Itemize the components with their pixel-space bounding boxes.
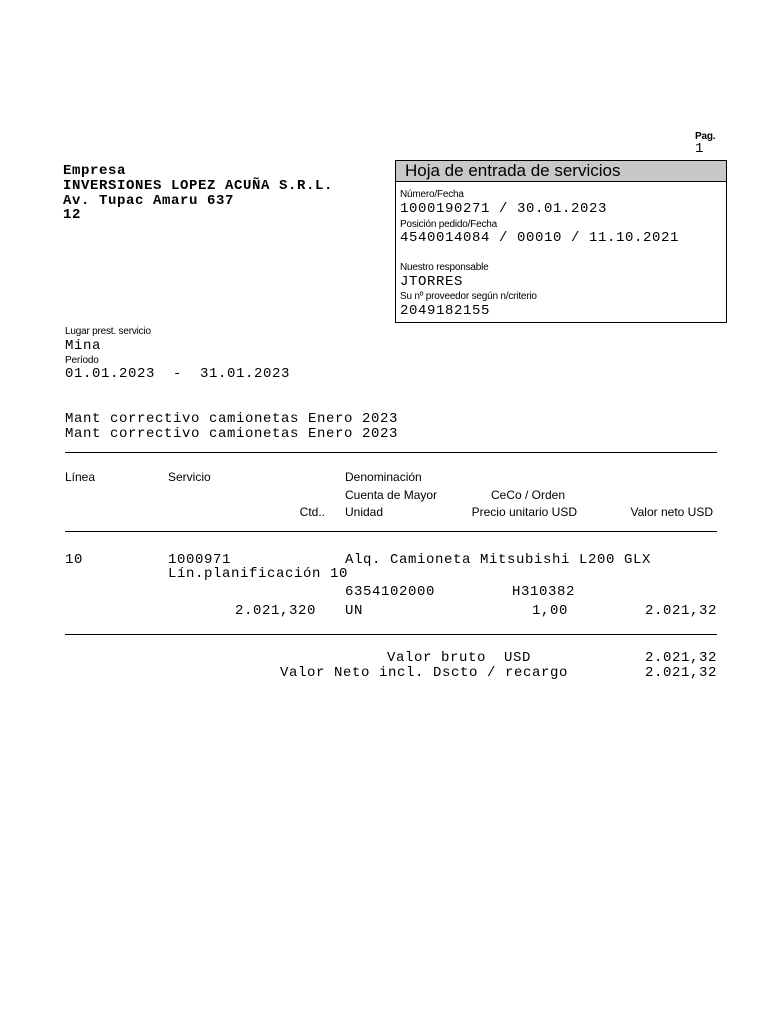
divider bbox=[65, 634, 717, 635]
divider bbox=[65, 531, 717, 532]
item-unidad: UN bbox=[345, 603, 364, 619]
page-label: Pag. bbox=[695, 131, 716, 142]
place-value: Mina bbox=[65, 338, 102, 354]
col-cuenta-mayor: Cuenta de Mayor bbox=[345, 488, 438, 502]
period-label: Período bbox=[65, 355, 99, 366]
posicion-pedido-label: Posición pedido/Fecha bbox=[400, 219, 497, 230]
proveedor-label: Su nº proveedor según n/criterio bbox=[400, 291, 537, 302]
page-number: 1 bbox=[695, 141, 705, 157]
responsable-value: JTORRES bbox=[400, 274, 464, 290]
vendor-address: Av. Tupac Amaru 637 bbox=[63, 193, 235, 209]
item-cuenta: 6354102000 bbox=[345, 584, 436, 600]
col-precio: Precio unitario USD bbox=[471, 505, 577, 519]
col-ceco: CeCo / Orden bbox=[491, 488, 566, 502]
item-valor: 2.021,32 bbox=[644, 603, 717, 619]
col-denominacion: Denominación bbox=[345, 470, 422, 484]
posicion-pedido-value: 4540014084 / 00010 / 11.10.2021 bbox=[400, 230, 680, 246]
divider bbox=[65, 452, 717, 453]
numero-fecha-label: Número/Fecha bbox=[400, 189, 464, 200]
responsable-label: Nuestro responsable bbox=[400, 262, 489, 273]
vendor-name: INVERSIONES LOPEZ ACUÑA S.R.L. bbox=[63, 178, 334, 194]
description-line-1: Mant correctivo camionetas Enero 2023 bbox=[65, 411, 399, 427]
total-neto-label: Valor Neto incl. Dscto / recargo bbox=[279, 665, 568, 681]
col-ctd: Ctd.. bbox=[299, 505, 325, 519]
col-servicio: Servicio bbox=[168, 470, 211, 484]
item-linea: 10 bbox=[65, 552, 84, 568]
item-servicio: 1000971 bbox=[168, 552, 232, 568]
col-valor-neto: Valor neto USD bbox=[630, 505, 713, 519]
proveedor-value: 2049182155 bbox=[400, 303, 491, 319]
period-value: 01.01.2023 - 31.01.2023 bbox=[65, 366, 291, 382]
service-sheet-box bbox=[395, 160, 727, 323]
total-bruto-value: 2.021,32 bbox=[644, 650, 717, 666]
item-ceco: H310382 bbox=[512, 584, 576, 600]
service-sheet-title: Hoja de entrada de servicios bbox=[396, 161, 726, 182]
item-precio: 1,00 bbox=[531, 603, 568, 619]
item-planificacion: Lín.planificación 10 bbox=[168, 566, 349, 582]
col-linea: Línea bbox=[65, 470, 96, 484]
col-unidad: Unidad bbox=[345, 505, 384, 519]
vendor-line3: 12 bbox=[63, 207, 82, 223]
description-line-2: Mant correctivo camionetas Enero 2023 bbox=[65, 426, 399, 442]
place-label: Lugar prest. servicio bbox=[65, 326, 151, 337]
numero-fecha-value: 1000190271 / 30.01.2023 bbox=[400, 201, 608, 217]
total-bruto-label: Valor bruto USD bbox=[386, 650, 531, 666]
item-cantidad: 2.021,320 bbox=[234, 603, 316, 619]
vendor-label: Empresa bbox=[63, 163, 127, 179]
total-neto-value: 2.021,32 bbox=[644, 665, 717, 681]
item-denominacion: Alq. Camioneta Mitsubishi L200 GLX bbox=[345, 552, 652, 568]
